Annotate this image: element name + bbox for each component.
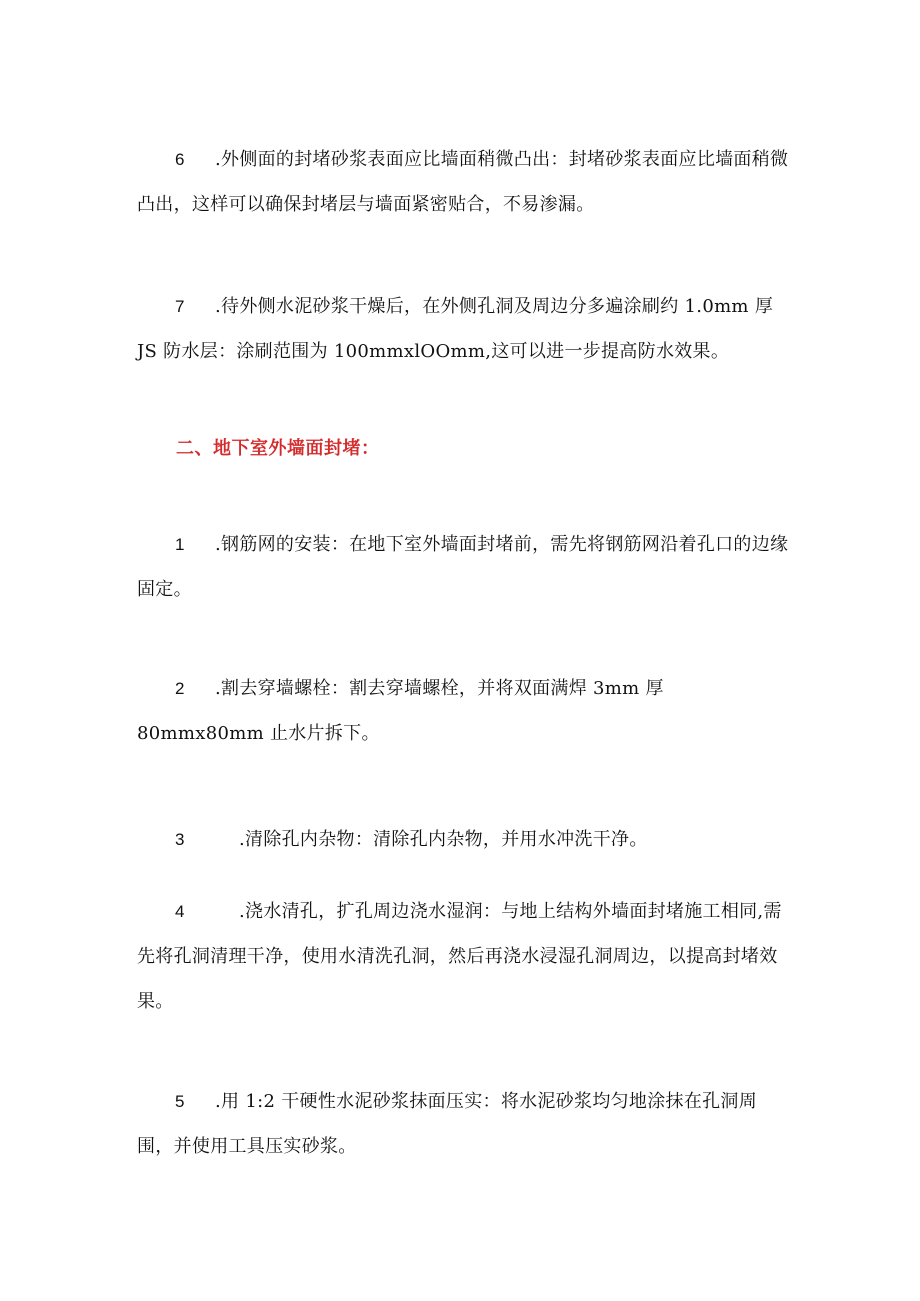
paragraph-text: .清除孔内杂物：清除孔内杂物，并用水冲洗干净。	[239, 829, 648, 850]
paragraph-text: .钢筋网的安装：在地下室外墙面封堵前，需先将钢筋网沿着孔口的边缘固定。	[137, 534, 789, 600]
item-number: 5	[175, 1092, 185, 1111]
paragraph-item-1	[137, 522, 791, 612]
item-number: 7	[175, 297, 185, 316]
section-heading: 二、地下室外墙面封堵：	[176, 438, 380, 459]
paragraph-text: .待外侧水泥砂浆干燥后，在外侧孔洞及周边分多遍涂刷约 1.0mm 厚 JS 防水层：涂刷范围为 100mmxlOOmm,这可以进一步提高防水效果。	[137, 296, 774, 362]
paragraph-item-7	[137, 284, 791, 374]
paragraph-text: .外侧面的封堵砂浆表面应比墙面稍微凸出：封堵砂浆表面应比墙面稍微凸出，这样可以确保封堵层与墙面紧密贴合，不易渗漏。	[137, 149, 789, 215]
paragraph-item-3	[137, 817, 791, 862]
item-number: 1	[175, 535, 185, 554]
paragraph-text: .割去穿墙螺栓：割去穿墙螺栓，并将双面满焊 3mm 厚 80mmx80mm 止水片拆下。	[137, 678, 664, 744]
paragraph-item-5	[137, 1079, 791, 1169]
item-number: 4	[175, 902, 185, 921]
item-number: 3	[175, 830, 185, 849]
item-number: 6	[175, 150, 185, 169]
paragraph-item-6	[137, 137, 791, 227]
paragraph-text: .用 1:2 干硬性水泥砂浆抹面压实：将水泥砂浆均匀地涂抹在孔洞周围，并使用工具压实砂浆。	[137, 1091, 758, 1157]
paragraph-text: .浇水清孔，扩孔周边浇水湿润：与地上结构外墙面封堵施工相同,需先将孔洞清理干净，使用水清洗孔洞，然后再浇水浸湿孔洞周边，以提高封堵效果。	[137, 901, 782, 1012]
paragraph-item-2	[137, 666, 791, 756]
paragraph-item-4	[137, 889, 791, 1024]
item-number: 2	[175, 679, 185, 698]
